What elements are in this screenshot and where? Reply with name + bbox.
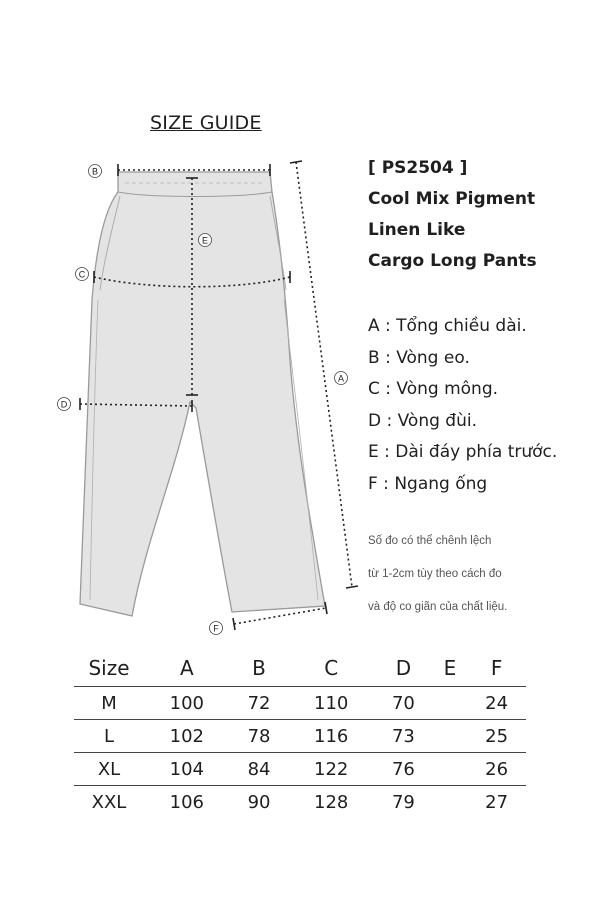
label-d: D [60, 399, 68, 410]
measure-end-f-left [233, 618, 235, 630]
cell-e [433, 720, 468, 753]
label-e: E [201, 235, 209, 246]
label-f: F [213, 623, 219, 634]
cell-a: 104 [144, 753, 230, 786]
table-row [74, 753, 526, 786]
cell-f: 26 [467, 753, 526, 786]
cell-f: 24 [467, 687, 526, 720]
cell-a: 106 [144, 786, 230, 819]
cell-e [433, 753, 468, 786]
table-row [74, 687, 526, 720]
cell-e [433, 687, 468, 720]
measure-end-f-right [325, 602, 327, 614]
product-name-line-1: Cool Mix Pigment [368, 189, 536, 209]
cell-f: 25 [467, 720, 526, 753]
note-line-2: từ 1-2cm tùy theo cách đo [368, 568, 502, 580]
legend-item-d: D : Vòng đùi. [368, 410, 477, 431]
cell-size: L [74, 720, 144, 753]
size-table-header [74, 650, 526, 687]
cell-size: M [74, 687, 144, 720]
header-f: F [490, 656, 503, 680]
table-row [74, 720, 526, 753]
cell-d: 79 [374, 786, 433, 819]
note-line-3: và độ co giãn của chất liệu. [368, 601, 508, 613]
measure-end-a-top [290, 161, 302, 163]
product-name-line-2: Linen Like [368, 220, 466, 240]
cell-b: 84 [230, 753, 289, 786]
cell-a: 102 [144, 720, 230, 753]
cell-c: 116 [288, 720, 374, 753]
cell-c: 128 [288, 786, 374, 819]
header-d: D [395, 656, 412, 680]
cell-b: 78 [230, 720, 289, 753]
product-name-line-3: Cargo Long Pants [368, 251, 537, 271]
label-c: C [78, 269, 86, 280]
label-b: B [91, 166, 99, 177]
cell-c: 122 [288, 753, 374, 786]
legend-item-b: B : Vòng eo. [368, 347, 470, 368]
cell-d: 76 [374, 753, 433, 786]
cell-b: 90 [230, 786, 289, 819]
cell-d: 70 [374, 687, 433, 720]
label-a: A [337, 373, 345, 384]
cell-e [433, 786, 468, 819]
product-code: [ PS2504 ] [368, 158, 468, 178]
cell-a: 100 [144, 687, 230, 720]
cell-b: 72 [230, 687, 289, 720]
table-row [74, 786, 526, 819]
legend-item-e: E : Dài đáy phía trước. [368, 442, 558, 462]
cell-f: 27 [467, 786, 526, 819]
header-b: B [252, 656, 266, 680]
size-table [74, 650, 526, 818]
size-guide-title: SIZE GUIDE [150, 112, 262, 134]
legend-item-c: C : Vòng mông. [368, 379, 499, 399]
cell-size: XL [74, 753, 144, 786]
note-line-1: Số đo có thể chênh lệch [368, 535, 492, 547]
header-size: Size [88, 656, 130, 680]
legend-item-a: A : Tổng chiều dài. [368, 316, 527, 336]
cell-d: 73 [374, 720, 433, 753]
cell-size: XXL [74, 786, 144, 819]
header-c: C [324, 656, 339, 680]
header-e: E [443, 656, 457, 680]
header-a: A [180, 656, 194, 680]
cell-c: 110 [288, 687, 374, 720]
measure-end-a-bottom [346, 586, 358, 588]
legend-item-f: F : Ngang ống [368, 473, 488, 494]
